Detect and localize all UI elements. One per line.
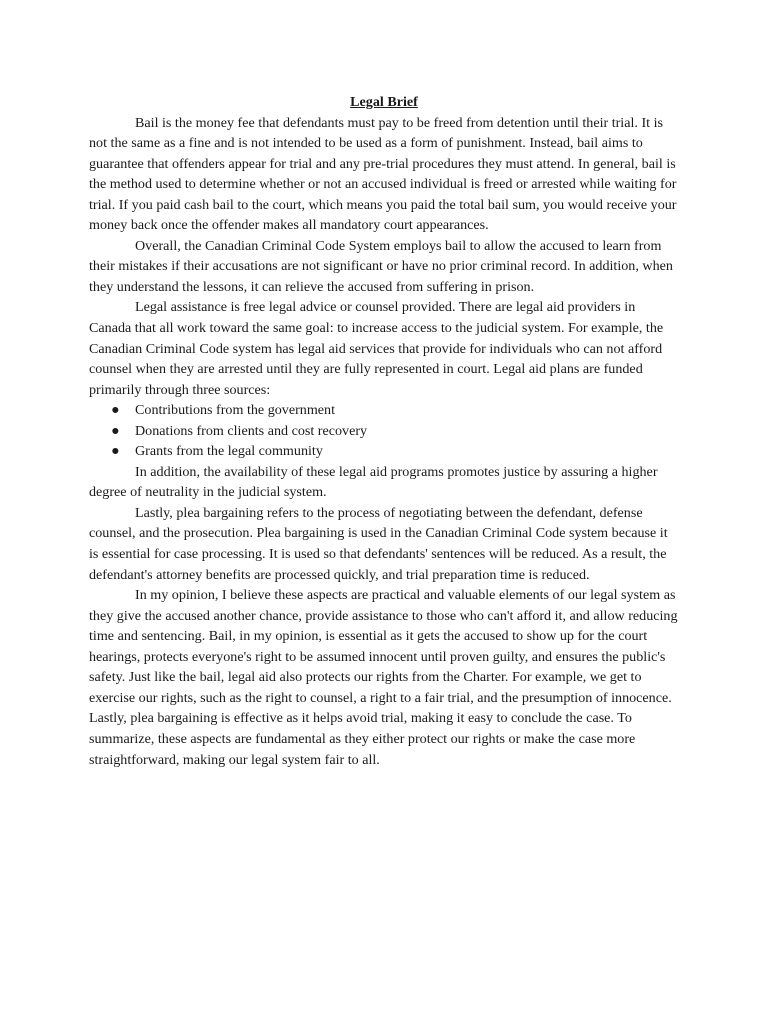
bullet-icon: ● <box>111 422 120 439</box>
paragraph-bail-definition: Bail is the money fee that defendants must pay to be freed from detention until their trial. It is not the same as a fine and is not intended to be used as a form of punishment. Instead, bail aims to guarantee that offenders appear for trial and any pre-trial procedures they must attend. In general, bail is the method used to determine whether or not an accused individual is freed or arrested while waiting for trial. If you paid cash bail to the court, which means you paid the total bail sum, you would receive your money back once the offender makes all mandatory court appearances. <box>89 114 677 234</box>
list-item-text: Contributions from the government <box>135 402 336 419</box>
paragraph-opinion: In my opinion, I believe these aspects are practical and valuable elements of our legal system as they give the accused another chance, provide assistance to those who can't afford it, and allow reducing time and sentencing. Bail, in my opinion, is essential as it gets the accused to show up for the court hearings, protects everyone's right to be assumed innocent until proven guilty, and ensures the public's safety. Just like the bail, legal aid also protects our rights from the Charter. For example, we get to exercise our rights, such as the right to counsel, a right to a fair trial, and the presumption of innocence. Lastly, plea bargaining is effective as it helps avoid trial, making it easy to conclude the case. To summarize, these aspects are fundamental as they either protect our rights or make the case more straightforward, making our legal system fair to all. <box>89 587 678 768</box>
list-item <box>89 400 679 421</box>
paragraph-plea-bargaining: Lastly, plea bargaining refers to the process of negotiating between the defendant, defense counsel, and the prosecution. Plea bargaining is used in the Canadian Criminal Code system because it is essential for case processing. It is used so that defendants' sentences will be reduced. As a result, the defendant's attorney benefits are processed quickly, and trial preparation time is reduced. <box>89 504 668 583</box>
funding-sources-list <box>89 400 679 462</box>
document-title: Legal Brief <box>350 94 418 110</box>
paragraph-bail-overall: Overall, the Canadian Criminal Code System employs bail to allow the accused to learn from their mistakes if their accusations are not significant or have no prior criminal record. In addition, when they understand the lessons, it can relieve the accused from suffering in prison. <box>89 237 673 295</box>
list-item-text: Donations from clients and cost recovery <box>135 422 368 439</box>
bullet-icon: ● <box>111 443 120 460</box>
paragraph-legal-assistance: Legal assistance is free legal advice or counsel provided. There are legal aid providers in Canada that all work toward the same goal: to increase access to the judicial system. For example, the Canadian Criminal Code system has legal aid services that provide for individuals who can not afford counsel when they are arrested until they are fully represented in court. Legal aid plans are funded primarily through three sources: <box>89 299 664 398</box>
document-page <box>89 92 679 770</box>
paragraph-legal-aid-neutrality: In addition, the availability of these legal aid programs promotes justice by assuring a higher degree of neutrality in the judicial system. <box>89 463 658 501</box>
list-item <box>89 441 679 462</box>
list-item-text: Grants from the legal community <box>135 443 323 460</box>
bullet-icon: ● <box>111 402 120 419</box>
list-item <box>89 421 679 442</box>
